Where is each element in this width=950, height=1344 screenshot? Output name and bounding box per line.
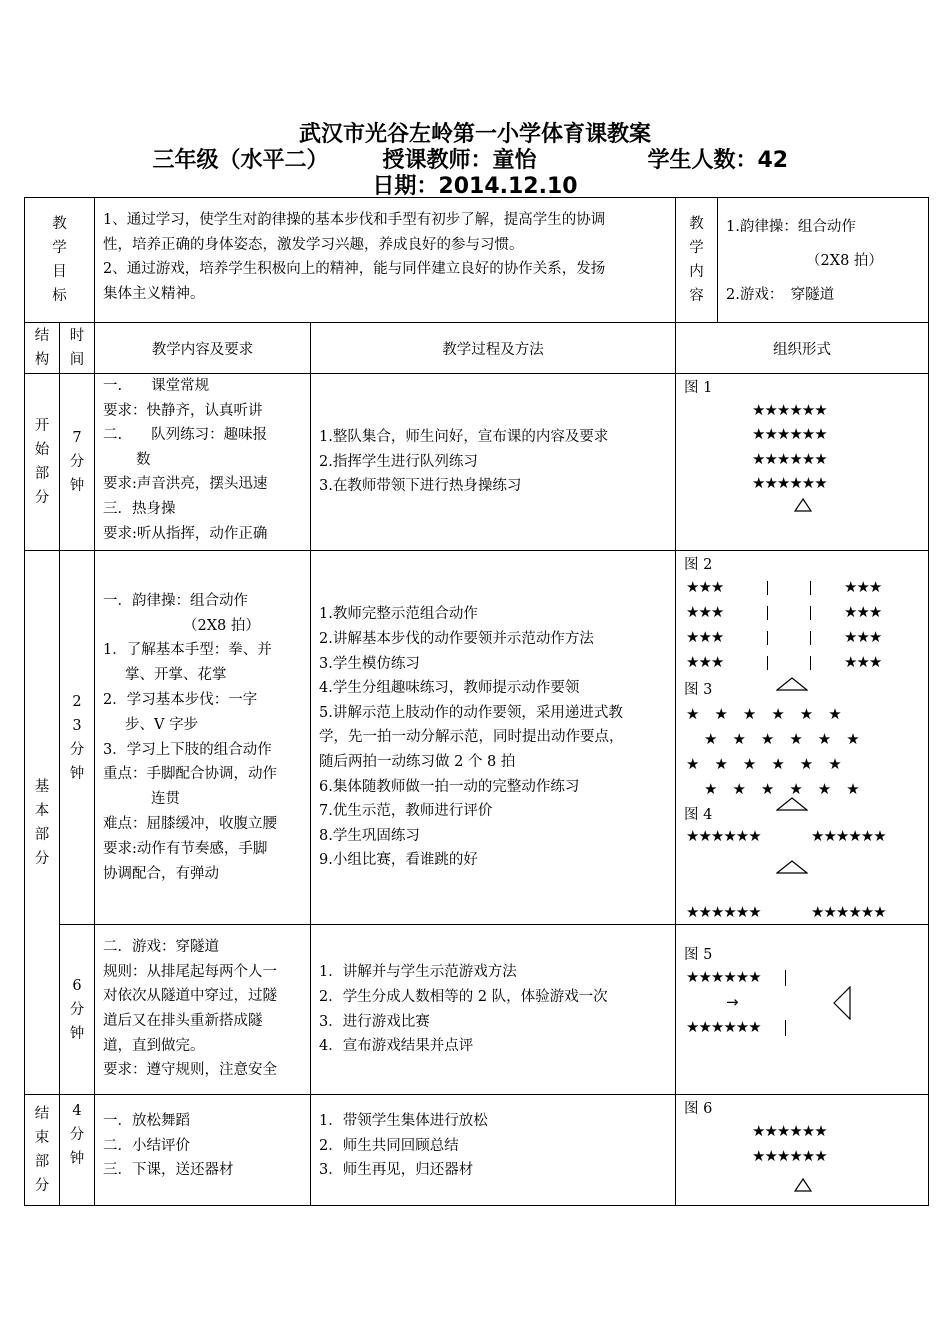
- student-count: 学生人数：42: [647, 148, 789, 173]
- text-line: 连贯: [151, 791, 180, 808]
- text-line: 时: [69, 328, 85, 344]
- text-line: 要求：快静齐，认真听讲: [103, 402, 263, 419]
- lane-divider: [810, 606, 811, 620]
- text-line: 要求：遵守规则，注意安全: [103, 1062, 277, 1079]
- text-line: 钟: [69, 1025, 85, 1042]
- basic-section-row-2: [25, 925, 929, 1095]
- text-line: 7: [72, 430, 82, 447]
- text-line: 始: [34, 442, 50, 459]
- formation-row: ★★★★★★: [752, 1122, 827, 1141]
- text-line: 结: [34, 1106, 50, 1123]
- formation-row: ★ ★ ★ ★ ★ ★: [704, 730, 860, 749]
- text-line: 2: [72, 693, 82, 710]
- text-line: 步、V 字步: [125, 716, 199, 733]
- text-line: 3.在教师带领下进行热身操练习: [319, 478, 522, 495]
- basic-time-2: [60, 925, 95, 1095]
- text-line: 分: [69, 1001, 85, 1018]
- text-line: 开: [34, 418, 50, 435]
- text-line: 标: [52, 288, 67, 304]
- text-line: 1.韵律操：组合动作: [726, 219, 856, 235]
- text-line: 结: [34, 328, 50, 344]
- text-line: 基: [34, 778, 50, 795]
- text-line: 部: [34, 826, 50, 843]
- text-line: 学: [689, 240, 704, 256]
- formation-row: ★★★★★★: [686, 1018, 761, 1037]
- text-line: 1．讲解并与学生示范游戏方法: [319, 964, 517, 981]
- lesson-plan-table: [24, 197, 929, 1206]
- formation-row: ★★★: [686, 653, 724, 672]
- lane-divider: [785, 970, 786, 986]
- text-line: 分: [69, 741, 85, 758]
- text-line: 分: [69, 454, 85, 471]
- start-section-row: [25, 374, 929, 551]
- text-line: 要求:听从指挥，动作正确: [103, 525, 268, 542]
- text-line: 道后又在排头重新搭成隧: [103, 1012, 263, 1029]
- teacher-triangle-icon: [833, 986, 851, 1020]
- figure-caption: 图 3: [684, 682, 713, 699]
- text-line: 教: [689, 216, 704, 232]
- basic-process-1: [311, 551, 676, 925]
- text-line: 掌、开掌、花掌: [125, 667, 227, 684]
- text-line: 一. 课堂常规: [103, 378, 210, 394]
- arrow-icon: →: [726, 993, 738, 1012]
- formation-row: ★ ★ ★ ★ ★ ★: [686, 755, 842, 774]
- text-line: 本: [34, 802, 50, 819]
- text-line: 3．进行游戏比赛: [319, 1013, 430, 1030]
- text-line: 学，先一拍一动分解示范，同时提出动作要点，: [319, 729, 624, 746]
- text-line: 束: [34, 1130, 50, 1147]
- text-line: 3.学生模仿练习: [319, 655, 420, 672]
- text-line: 构: [34, 352, 50, 368]
- end-process: [311, 1095, 676, 1206]
- lane-divider: [767, 631, 768, 645]
- text-line: 二．小结评价: [103, 1137, 190, 1154]
- start-requirements: [95, 374, 311, 551]
- lane-divider: [810, 581, 811, 595]
- text-line: 数: [136, 451, 151, 468]
- formation-row: ★★★★★★: [752, 474, 827, 492]
- basic-process-2: [311, 925, 676, 1095]
- text-line: 教: [52, 216, 67, 232]
- text-line: 2．学生分成人数相等的 2 队，体验游戏一次: [319, 989, 608, 1006]
- formation-row: ★★★: [686, 603, 724, 622]
- start-section-label: [25, 374, 60, 551]
- teacher-triangle-icon: [794, 498, 812, 512]
- text-line: 2、通过游戏，培养学生积极向上的精神，能与同伴建立良好的协作关系，发扬: [103, 261, 606, 278]
- text-line: 2.讲解基本步伐的动作要领并示范动作方法: [319, 630, 594, 647]
- formation-row: ★ ★ ★ ★ ★ ★: [686, 705, 842, 724]
- figures-2-4: [676, 551, 929, 925]
- formation-row: ★★★★★★: [811, 903, 886, 922]
- lane-divider: [767, 581, 768, 595]
- text-line: 4.学生分组趣味练习，教师提示动作要领: [319, 680, 580, 697]
- teacher-triangle-icon: [794, 1178, 812, 1192]
- text-line: 分: [69, 1127, 85, 1144]
- text-line: （2X8 拍）: [183, 617, 260, 634]
- basic-requirements-2: [95, 925, 311, 1095]
- text-line: 6: [72, 977, 82, 994]
- formation-row: ★★★★★★: [686, 903, 761, 922]
- lesson-date: 日期：2014.12.10: [372, 174, 578, 199]
- header-info: [0, 148, 950, 174]
- text-line: 8.学生巩固练习: [319, 827, 420, 844]
- objectives-row: [25, 198, 929, 323]
- text-line: 要求:声音洪亮，摆头迅速: [103, 476, 268, 493]
- objectives-label: [25, 198, 95, 323]
- figure-caption: 图 6: [684, 1101, 713, 1118]
- formation-row: ★★★: [686, 578, 724, 597]
- text-line: 2.游戏： 穿隧道: [726, 287, 835, 303]
- text-line: 钟: [69, 478, 85, 495]
- start-process: [311, 374, 676, 551]
- text-line: 随后两拍一动练习做 2 个 8 拍: [319, 753, 516, 770]
- formation-row: ★★★: [844, 653, 882, 672]
- text-line: 1、通过学习，使学生对韵律操的基本步伐和手型有初步了解，提高学生的协调: [103, 212, 606, 228]
- text-line: 道，直到做完。: [103, 1037, 205, 1054]
- start-time: [60, 374, 95, 551]
- page-title: 武汉市光谷左岭第一小学体育课教案: [298, 122, 651, 147]
- text-line: 分: [34, 490, 50, 507]
- figure-caption: 图 1: [684, 380, 713, 396]
- figure-5: [676, 925, 929, 1095]
- text-line: 1．了解基本手型：拳、并: [103, 642, 272, 659]
- text-line: 钟: [69, 1151, 85, 1168]
- lane-divider: [767, 656, 768, 670]
- teacher: 授课教师：童怡: [382, 148, 537, 173]
- basic-section-row-1: [25, 551, 929, 925]
- figure-caption: 图 2: [684, 557, 713, 574]
- teacher-triangle-icon: [776, 797, 808, 811]
- content-text: [718, 198, 929, 323]
- text-line: 规则：从排尾起每两个人一: [103, 963, 277, 980]
- text-line: 7.优生示范，教师进行评价: [319, 803, 493, 820]
- basic-requirements-1: [95, 551, 311, 925]
- figure-caption: 图 5: [684, 947, 713, 964]
- end-time: [60, 1095, 95, 1206]
- text-line: 难点：屈膝缓冲，收腹立腰: [103, 816, 277, 833]
- lane-divider: [810, 631, 811, 645]
- text-line: 一．放松舞蹈: [103, 1113, 190, 1130]
- col-structure: [25, 323, 60, 374]
- lane-divider: [785, 1020, 786, 1036]
- teacher-triangle-icon: [776, 860, 808, 874]
- figure-6: [676, 1095, 929, 1206]
- objectives-text: [95, 198, 676, 323]
- text-line: 部: [34, 1154, 50, 1171]
- lane-divider: [810, 656, 811, 670]
- text-line: 容: [689, 288, 704, 304]
- basic-time-1: [60, 551, 95, 925]
- text-line: 学: [52, 240, 67, 256]
- text-line: 1．带领学生集体进行放松: [319, 1113, 488, 1130]
- grade: 三年级（水平二）: [152, 148, 329, 173]
- figure-caption: 图 4: [684, 807, 713, 824]
- formation-row: ★★★★★★: [752, 450, 827, 468]
- col-organization: 组织形式: [676, 323, 929, 374]
- text-line: 对依次从隧道中穿过，过隧: [103, 988, 277, 1005]
- basic-section-label: [25, 551, 60, 1095]
- text-line: 9.小组比赛，看谁跳的好: [319, 852, 478, 869]
- text-line: 内: [689, 264, 704, 280]
- formation-row: ★★★★★★: [686, 827, 761, 846]
- formation-row: ★★★★★★: [752, 425, 827, 443]
- lane-divider: [767, 606, 768, 620]
- text-line: 要求:动作有节奏感，手脚: [103, 840, 268, 857]
- text-line: 4．宣布游戏结果并点评: [319, 1038, 474, 1055]
- end-requirements: [95, 1095, 311, 1206]
- text-line: 三．热身操: [103, 500, 176, 517]
- col-process: 教学过程及方法: [311, 323, 676, 374]
- text-line: 重点：手脚配合协调，动作: [103, 766, 277, 783]
- text-line: 6.集体随教师做一拍一动的完整动作练习: [319, 778, 580, 795]
- text-line: 三．下课，送还器材: [103, 1162, 234, 1179]
- text-line: 一．韵律操：组合动作: [103, 592, 248, 609]
- text-line: 3．学习上下肢的组合动作: [103, 741, 272, 758]
- text-line: 1.整队集合，师生问好，宣布课的内容及要求: [319, 429, 609, 446]
- content-label: [676, 198, 718, 323]
- text-line: 4: [72, 1103, 82, 1120]
- text-line: 性，培养正确的身体姿态，激发学习兴趣，养成良好的参与习惯。: [103, 236, 524, 253]
- text-line: 间: [69, 352, 85, 368]
- col-time: [60, 323, 95, 374]
- text-line: 5.讲解示范上肢动作的动作要领，采用递进式教: [319, 704, 623, 721]
- text-line: 部: [34, 466, 50, 483]
- column-header-row: [25, 323, 929, 374]
- formation-row: ★★★: [844, 603, 882, 622]
- end-section-label: [25, 1095, 60, 1206]
- text-line: （2X8 拍）: [806, 253, 883, 269]
- text-line: 分: [34, 1178, 50, 1195]
- col-requirements: 教学内容及要求: [95, 323, 311, 374]
- text-line: 钟: [69, 765, 85, 782]
- formation-row: ★★★: [844, 578, 882, 597]
- text-line: 二．游戏：穿隧道: [103, 939, 219, 956]
- text-line: 2．师生共同回顾总结: [319, 1137, 459, 1154]
- formation-row: ★★★★★★: [752, 1147, 827, 1166]
- formation-row: ★ ★ ★ ★ ★ ★: [704, 780, 860, 799]
- formation-row: ★★★★★★: [752, 401, 827, 419]
- formation-row: ★★★★★★: [811, 827, 886, 846]
- formation-row: ★★★: [844, 628, 882, 647]
- text-line: 2.指挥学生进行队列练习: [319, 453, 478, 470]
- text-line: 3．师生再见，归还器材: [319, 1162, 474, 1179]
- text-line: 二. 队列练习：趣味报: [103, 427, 268, 444]
- text-line: 集体主义精神。: [103, 285, 205, 302]
- text-line: 1.教师完整示范组合动作: [319, 606, 478, 623]
- text-line: 目: [52, 264, 67, 280]
- formation-row: ★★★: [686, 628, 724, 647]
- text-line: 2．学习基本步伐：一字: [103, 692, 258, 709]
- figure-1: [676, 374, 929, 551]
- end-section-row: [25, 1095, 929, 1206]
- formation-row: ★★★★★★: [686, 968, 761, 987]
- text-line: 协调配合，有弹动: [103, 865, 219, 882]
- teacher-triangle-icon: [776, 677, 808, 691]
- text-line: 3: [72, 717, 82, 734]
- text-line: 分: [34, 850, 50, 867]
